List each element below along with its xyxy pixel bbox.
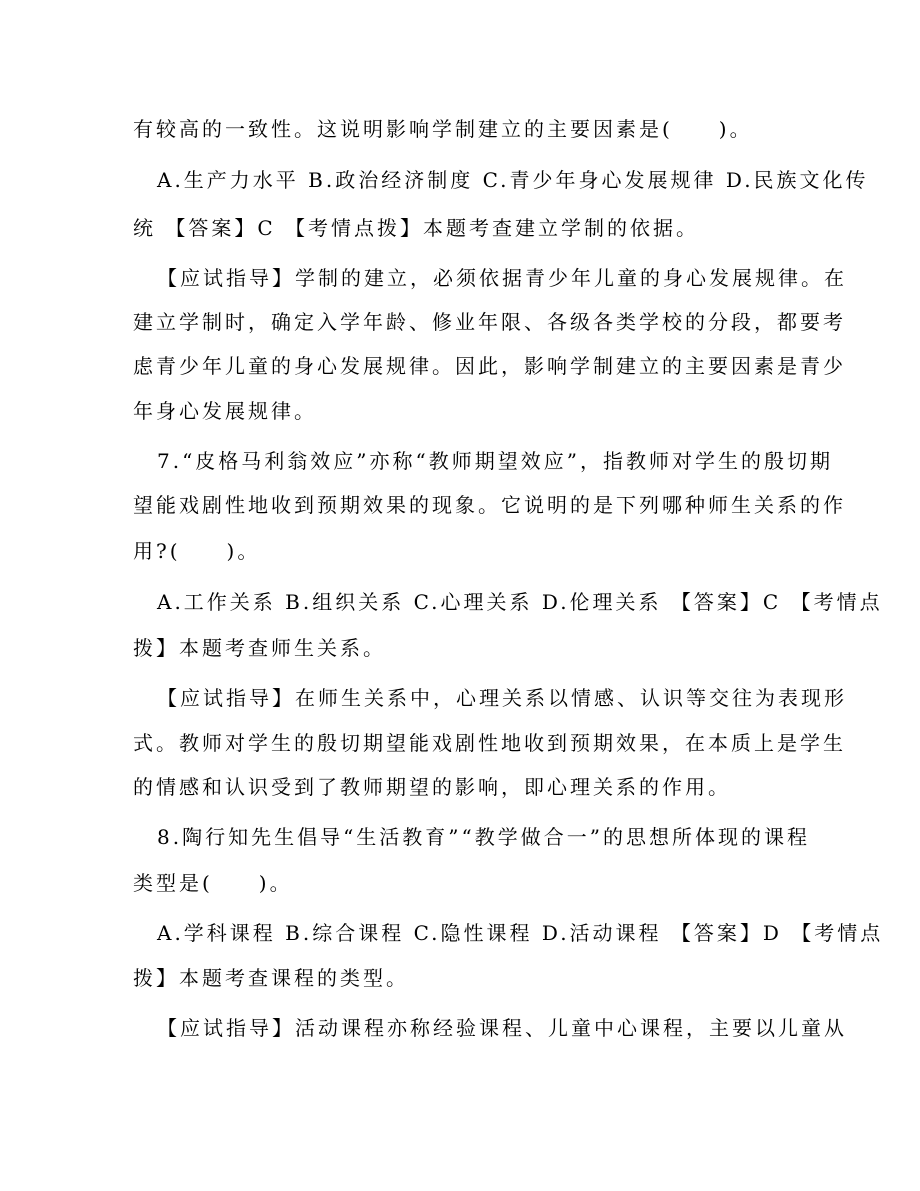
text-line: 有较高的一致性。这说明影响学制建立的主要因素是( )。 xyxy=(133,117,753,141)
text-line: 【应试指导】活动课程亦称经验课程、儿童中心课程，主要以儿童从 xyxy=(157,1016,847,1040)
text-line: 7.“皮格马利翁效应”亦称“教师期望效应”，指教师对学生的殷切期 xyxy=(157,449,833,473)
text-line: 拨】本题考查师生关系。 xyxy=(133,636,386,660)
text-line: 虑青少年儿童的身心发展规律。因此，影响学制建立的主要因素是青少 xyxy=(133,354,846,378)
text-line: 【应试指导】在师生关系中，心理关系以情感、认识等交往为表现形 xyxy=(157,686,847,710)
text-line: 望能戏剧性地收到预期效果的现象。它说明的是下列哪种师生关系的作 xyxy=(133,493,846,517)
text-line: A.学科课程 B.综合课程 C.隐性课程 D.活动课程 【答案】D 【考情点 xyxy=(157,921,884,945)
text-line: 类型是( )。 xyxy=(133,871,293,895)
text-line: A.工作关系 B.组织关系 C.心理关系 D.伦理关系 【答案】C 【考情点 xyxy=(157,590,883,614)
text-line: 建立学制时，确定入学年龄、修业年限、各级各类学校的分段，都要考 xyxy=(133,310,846,334)
text-line: 统 【答案】C 【考情点拨】本题考查建立学制的依据。 xyxy=(133,216,700,240)
text-line: 的情感和认识受到了教师期望的影响，即心理关系的作用。 xyxy=(133,775,731,799)
text-line: A.生产力水平 B.政治经济制度 C.青少年身心发展规律 D.民族文化传 xyxy=(157,168,869,192)
text-line: 拨】本题考查课程的类型。 xyxy=(133,966,409,990)
text-line: 8.陶行知先生倡导“生活教育”“教学做合一”的思想所体现的课程 xyxy=(157,825,810,849)
text-line: 用?( )。 xyxy=(133,539,261,563)
text-line: 年身心发展规律。 xyxy=(133,399,317,423)
text-line: 式。教师对学生的殷切期望能戏剧性地收到预期效果，在本质上是学生 xyxy=(133,731,846,755)
text-line: 【应试指导】学制的建立，必须依据青少年儿童的身心发展规律。在 xyxy=(157,266,847,290)
